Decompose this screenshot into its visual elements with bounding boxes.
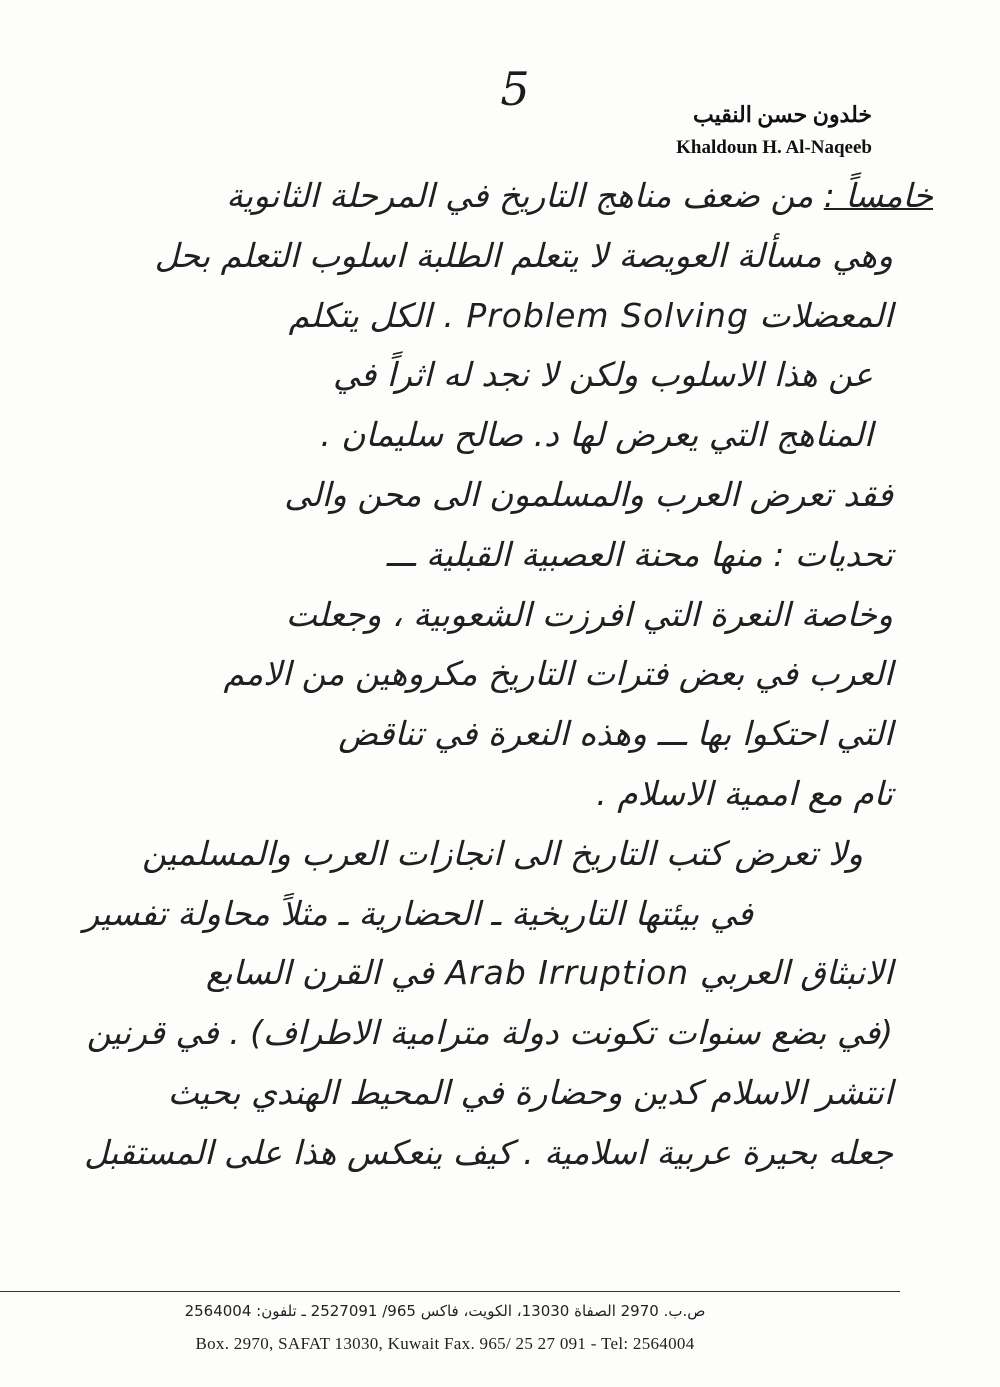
handwritten-line: العرب في بعض فترات التاريخ مكروهين من الامم (223, 654, 893, 694)
handwritten-line: في بيئتها التاريخية ـ الحضارية ـ مثلاً محاولة تفسير (83, 893, 753, 933)
letterhead-name-arabic: خلدون حسن النقيب (692, 102, 872, 127)
handwritten-line: (في بضع سنوات تكونت دولة مترامية الاطراف) . في قرنين (86, 1013, 893, 1053)
handwritten-line: ولا تعرض كتب التاريخ الى انجازات العرب والمسلمين (142, 833, 863, 873)
handwritten-line: المعضلات Problem Solving . الكل يتكلم (288, 295, 893, 335)
handwritten-line: المناهج التي يعرض لها د. صالح سليمان . (320, 415, 873, 455)
handwritten-line: وهي مسألة العويصة لا يتعلم الطلبة اسلوب التعلم بحل (154, 235, 893, 275)
footer-address-english: Box. 2970, SAFAT 13030, Kuwait Fax. 965/ 25 27 091 - Tel: 2564004 (195, 1334, 695, 1353)
section-heading: خامساً : (823, 176, 933, 215)
handwritten-line: عن هذا الاسلوب ولكن لا نجد له اثراً في (332, 355, 873, 395)
handwritten-line: الانبثاق العربي Arab Irruption في القرن السابع (205, 953, 893, 993)
handwritten-line: خامساً : من ضعف مناهج التاريخ في المرحلة الثانوية (226, 176, 933, 215)
letterhead-name-english: Khaldoun H. Al-Naqeeb (676, 137, 872, 158)
page-number: 5 (500, 62, 530, 116)
handwritten-line: تحديات : منها محنة العصبية القبلية ـــ (386, 534, 893, 574)
handwritten-line: تام مع اممية الاسلام . (596, 773, 893, 813)
letterhead (676, 100, 872, 162)
handwritten-line: فقد تعرض العرب والمسلمون الى محن والى (284, 474, 893, 514)
handwritten-line: وخاصة النعرة التي افرزت الشعوبية ، وجعلت (285, 594, 893, 634)
handwritten-line: جعله بحيرة عربية اسلامية . كيف ينعكس هذا على المستقبل (84, 1132, 893, 1172)
footer-address-arabic: ص.ب. 2970 الصفاة 13030، الكويت، فاكس 965/ 2527091 ـ تلفون: 2564004 (184, 1302, 706, 1320)
footer-divider (0, 1291, 900, 1292)
handwritten-line: التي احتكوا بها ـــ وهذه النعرة في تناقض (338, 714, 893, 754)
handwritten-body (18, 166, 953, 1183)
handwritten-line: انتشر الاسلام كدين وحضارة في المحيط الهندي بحيث (167, 1072, 893, 1112)
